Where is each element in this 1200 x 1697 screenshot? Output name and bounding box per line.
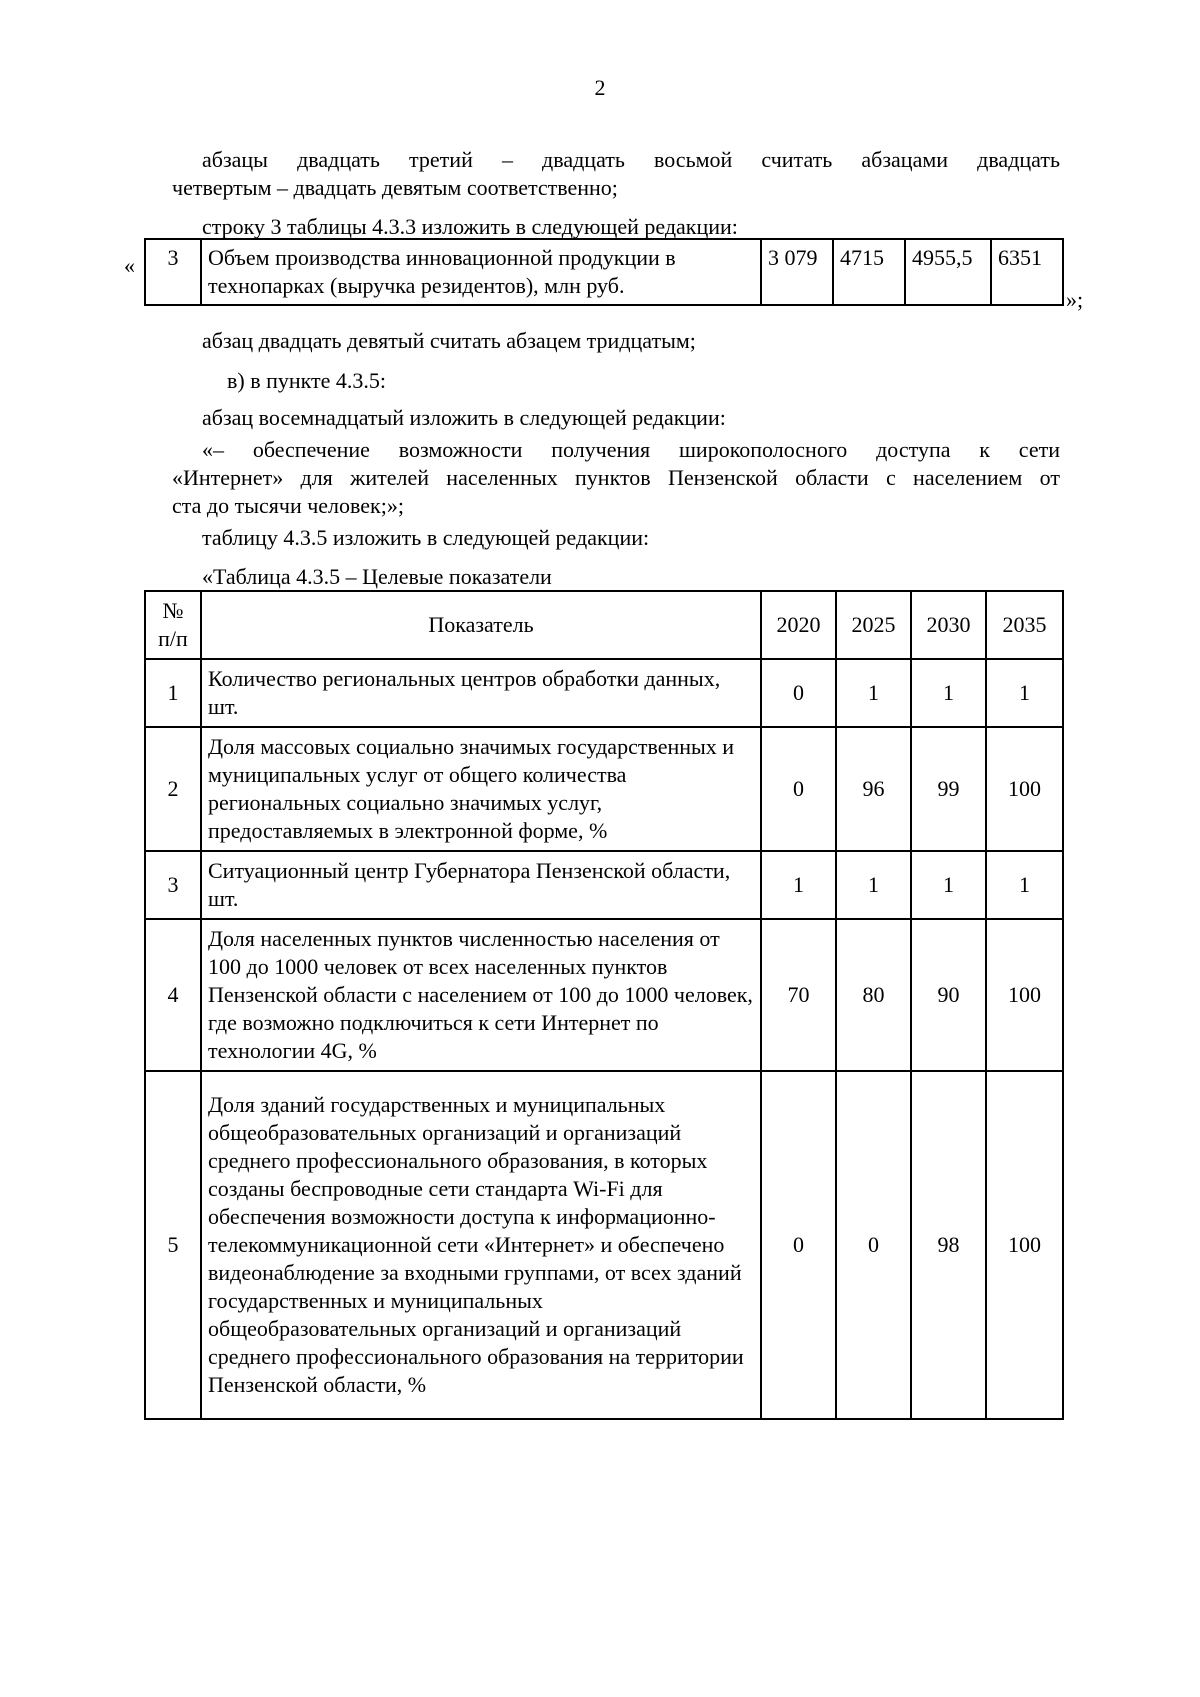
opening-quote: «: [124, 253, 135, 278]
indicator-text-cell: Доля массовых социально значимых государственных и муниципальных услуг от общего количества региональных социально значимых услуг, предоставляемых в электронной форме, %: [201, 727, 761, 851]
header-indicator: Показатель: [201, 591, 761, 659]
table-row: [145, 1071, 1063, 1419]
table-row: [145, 727, 1063, 851]
value-cell: 1: [911, 659, 986, 727]
value-cell: 100: [986, 1071, 1063, 1419]
value-cell: 100: [986, 919, 1063, 1071]
value-cell: 0: [836, 1071, 911, 1419]
table-row: [145, 239, 1063, 305]
value-cell: 0: [761, 727, 836, 851]
row-number-cell: 3: [145, 239, 201, 305]
target-indicators-table: [144, 590, 1064, 1420]
paragraph-line: четвертым – двадцать девятым соответственно;: [172, 175, 618, 200]
value-cell: 90: [911, 919, 986, 1071]
paragraph-renumber-29: [172, 327, 1060, 355]
value-cell: 1: [836, 851, 911, 919]
row-number-cell: 4: [145, 919, 201, 1071]
paragraph-line: «Интернет» для жителей населенных пунктов Пензенской области с населением от: [172, 465, 1060, 490]
table-header-row: [145, 591, 1063, 659]
table-row: [145, 659, 1063, 727]
paragraph-broadband: [172, 436, 1060, 520]
row-number-cell: 2: [145, 727, 201, 851]
value-cell: 96: [836, 727, 911, 851]
header-year: 2035: [986, 591, 1063, 659]
header-year: 2025: [836, 591, 911, 659]
value-cell: 1: [761, 851, 836, 919]
value-cell: 0: [761, 1071, 836, 1419]
indicator-text-cell: Доля населенных пунктов численностью населения от 100 до 1000 человек от всех населенных пунктов Пензенской области с населением от 100 до 1000 человек, где возможно подключиться к сети Интернет по технологии 4G, %: [201, 919, 761, 1071]
value-cell: 98: [911, 1071, 986, 1419]
row-replacement-table: [144, 238, 1064, 306]
paragraph-renumber: [172, 146, 1060, 202]
value-cell: 1: [836, 659, 911, 727]
paragraph-line: абзац восемнадцатый изложить в следующей редакции:: [202, 405, 726, 430]
value-cell: 3 079: [761, 239, 833, 305]
paragraph-line: абзацы двадцать третий – двадцать восьмой считать абзацами двадцать: [202, 147, 1060, 172]
value-cell: 4715: [833, 239, 905, 305]
closing-quote: »;: [1066, 287, 1084, 312]
value-cell: 4955,5: [905, 239, 991, 305]
value-cell: 6351: [991, 239, 1063, 305]
paragraph-line: строку 3 таблицы 4.3.3 изложить в следующей редакции:: [202, 214, 738, 239]
row-number-cell: 3: [145, 851, 201, 919]
table-row: [145, 851, 1063, 919]
caption-line: «Таблица 4.3.5 – Целевые показатели: [202, 564, 552, 589]
value-cell: 100: [986, 727, 1063, 851]
indicator-name-cell: Объем производства инновационной продукции в технопарках (выручка резидентов), млн руб.: [201, 239, 761, 305]
paragraph-line: таблицу 4.3.5 изложить в следующей редакции:: [202, 525, 650, 550]
paragraph-18-intro: [172, 404, 1060, 432]
table-caption: [172, 563, 1060, 591]
value-cell: 0: [761, 659, 836, 727]
value-cell: 1: [986, 659, 1063, 727]
paragraph-line: «– обеспечение возможности получения широкополосного доступа к сети: [202, 437, 1060, 462]
paragraph-line: абзац двадцать девятый считать абзацем тридцатым;: [202, 328, 696, 353]
header-year: 2020: [761, 591, 836, 659]
paragraph-point: [172, 367, 1060, 395]
row-number-cell: 5: [145, 1071, 201, 1419]
paragraph-row3-intro: [172, 213, 1060, 241]
row-number-cell: 1: [145, 659, 201, 727]
value-cell: 1: [986, 851, 1063, 919]
value-cell: 80: [836, 919, 911, 1071]
page-number: 2: [594, 75, 606, 100]
value-cell: 1: [911, 851, 986, 919]
paragraph-table-intro: [172, 524, 1060, 552]
paragraph-line: в) в пункте 4.3.5:: [227, 368, 387, 393]
header-num: № п/п: [145, 591, 201, 659]
indicator-text-cell: Ситуационный центр Губернатора Пензенской области, шт.: [201, 851, 761, 919]
indicator-text-cell: Доля зданий государственных и муниципальных общеобразовательных организаций и организаций среднего профессионального образования, в которых созданы беспроводные сети стандарта Wi-Fi для обеспечения возможности доступа к информационно-телекоммуникационной сети «Интернет» и обеспечено видеонаблюдение за входными группами, от всех зданий государственных и муниципальных общеобразовательных организаций и организаций среднего профессионального образования на территории Пензенской области, %: [201, 1071, 761, 1419]
paragraph-line: ста до тысячи человек;»;: [172, 493, 404, 518]
value-cell: 99: [911, 727, 986, 851]
header-year: 2030: [911, 591, 986, 659]
table-row: [145, 919, 1063, 1071]
value-cell: 70: [761, 919, 836, 1071]
indicator-text-cell: Количество региональных центров обработки данных, шт.: [201, 659, 761, 727]
